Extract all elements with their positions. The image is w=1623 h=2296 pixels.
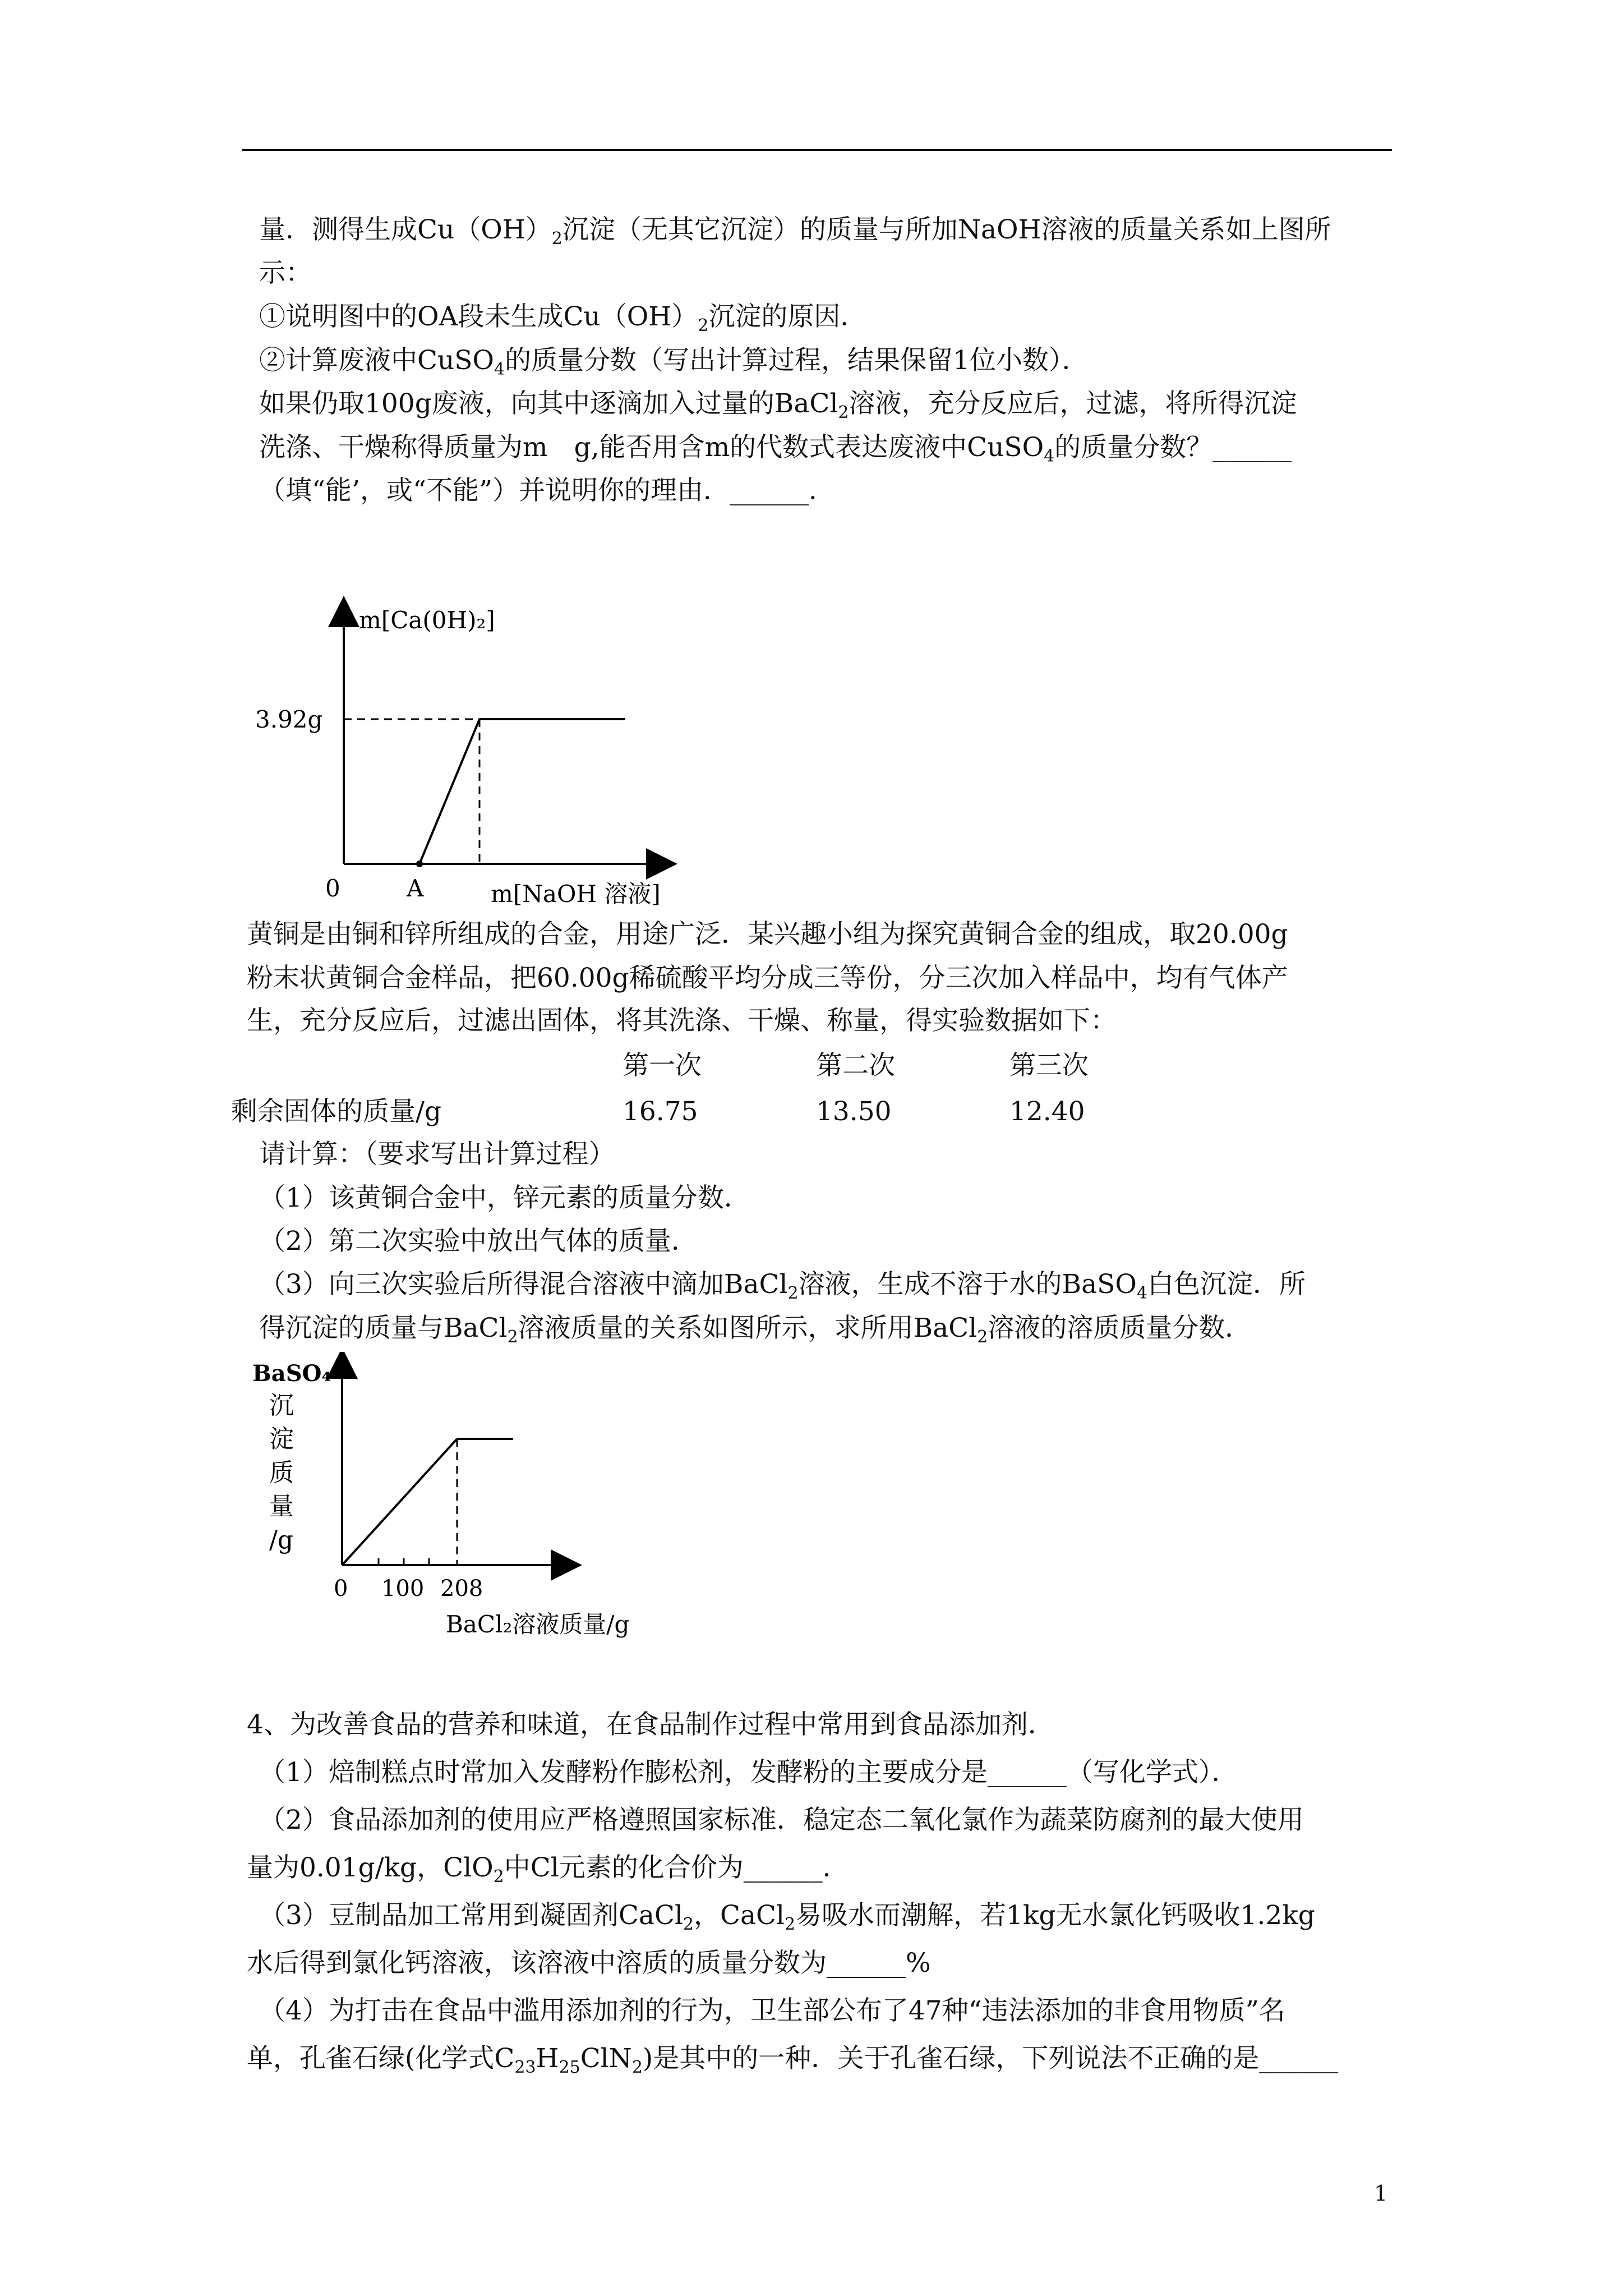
brass-sub-1: （1）该黄铜合金中，锌元素的质量分数． <box>259 1182 750 1213</box>
page-number: 1 <box>1374 2181 1388 2206</box>
q4-sub-1: （1）焙制糕点时常加入发酵粉作膨松剂，发酵粉的主要成分是______（写化学式）． <box>259 1757 1238 1788</box>
table-header-3: 第三次 <box>1009 1050 1089 1081</box>
header-rule <box>242 149 1392 151</box>
graph1-y-label: m[Ca(0H)₂] <box>359 606 495 634</box>
question-3: 如果仍取100g废液，向其中逐滴加入过量的BaCl$_2$溶液，充分反应后，过滤，将所得沉淀 <box>259 388 1297 422</box>
table-cell-1: 16.75 <box>623 1096 698 1127</box>
graph-baso4-vs-bacl2 <box>241 1352 690 1655</box>
graph2-y-label-top: BaSO₄ <box>252 1360 331 1387</box>
table-cell-3: 12.40 <box>1009 1096 1085 1127</box>
graph2-y-char: 质 <box>269 1458 294 1487</box>
graph1-origin: 0 <box>325 875 340 902</box>
question-2: ②计算废液中CuSO$_4$的质量分数（写出计算过程，结果保留1位小数）． <box>259 345 1089 379</box>
question-3-fill: （填“能’，或“不能”）并说明你的理由．______． <box>259 475 836 506</box>
q4-sub-3: （3）豆制品加工常用到凝固剂CaCl$_2$，CaCl$_2$易吸水而潮解，若1kg无水氯化钙吸收1.2kg <box>259 1900 1315 1934</box>
graph1-x-point: A <box>407 875 424 902</box>
graph-cuoh2-vs-naoh <box>236 583 718 920</box>
table-row-label: 剩余固体的质量/g <box>231 1096 441 1127</box>
graph2-y-char: 量 <box>269 1492 294 1521</box>
q4-sub-2: （2）食品添加剂的使用应严格遵照国家标准．稳定态二氧化氯作为蔬菜防腐剂的最大使用 <box>259 1805 1304 1835</box>
graph1-point-a <box>416 861 423 867</box>
brass-sub-3-cont: 得沉淀的质量与BaCl$_2$溶液质量的关系如图所示，求所用BaCl$_2$溶液的溶质质量分数． <box>259 1313 1252 1347</box>
graph2-y-char: 沉 <box>269 1391 294 1420</box>
brass-sub-3: （3）向三次实验后所得混合溶液中滴加BaCl$_2$溶液，生成不溶于水的BaSO$_4$白色沉淀．所 <box>259 1269 1306 1303</box>
brass-sub-2: （2）第二次实验中放出气体的质量． <box>259 1226 698 1257</box>
q4-sub-4: （4）为打击在食品中滥用添加剂的行为，卫生部公布了47种“违法添加的非食用物质”名 <box>259 1995 1285 2026</box>
graph2-origin: 0 <box>334 1576 348 1602</box>
intro-line-2: 示： <box>259 257 312 288</box>
question-3-cont: 洗涤、干燥称得质量为m g,能否用含m的代数式表达废液中CuSO$_4$的质量分数？______ <box>259 432 1292 466</box>
graph1-y-tick: 3.92g <box>255 706 323 733</box>
question-1: ①说明图中的OA段未生成$Cu(OH)_2$沉淀的原因． <box>259 301 867 335</box>
graph2-y-char: 淀 <box>269 1425 294 1453</box>
q4-title: 4、为改善食品的营养和味道，在食品制作过程中常用到食品添加剂． <box>247 1709 1054 1740</box>
brass-p2: 粉末状黄铜合金样品，把60.00g稀硫酸平均分成三等份，分三次加入样品中，均有气体产 <box>247 963 1288 993</box>
graph2-rising-line <box>342 1439 457 1565</box>
brass-p3: 生，充分反应后，过滤出固体，将其洗涤、干燥、称量，得实验数据如下： <box>247 1005 1117 1036</box>
q4-sub-4-cont: 单，孔雀石绿(化学式$C_{23}H_{25}ClN_2$)是其中的一种．关于孔雀石绿，下列说法不正确的是______ <box>247 2043 1339 2077</box>
q4-sub-2-cont: 量为0.01g/kg，ClO$_2$中Cl元素的化合价为______． <box>247 1852 849 1887</box>
table-cell-2: 13.50 <box>816 1096 892 1127</box>
graph2-y-char: /g <box>269 1526 293 1554</box>
brass-p1: 黄铜是由铜和锌所组成的合金，用途广泛．某兴趣小组为探究黄铜合金的组成，取20.00g <box>247 919 1288 950</box>
graph2-tick-208: 208 <box>440 1576 483 1602</box>
graph2-tick-100: 100 <box>381 1576 425 1602</box>
graph1-x-label: m[NaOH 溶液] <box>491 880 661 908</box>
q4-sub-3-cont: 水后得到氯化钙溶液，该溶液中溶质的质量分数为______% <box>247 1948 931 1978</box>
graph2-x-label: BaCl₂溶液质量/g <box>446 1611 630 1638</box>
table-header-2: 第二次 <box>816 1050 895 1081</box>
brass-ask: 请计算：（要求写出计算过程） <box>259 1139 615 1170</box>
graph1-rising-line <box>419 719 479 864</box>
table-header-1: 第一次 <box>623 1050 702 1081</box>
intro-line-1: 量．测得生成$Cu(OH)_2$沉淀（无其它沉淀）的质量与所加NaOH溶液的质量关系如上图所 <box>259 214 1331 249</box>
